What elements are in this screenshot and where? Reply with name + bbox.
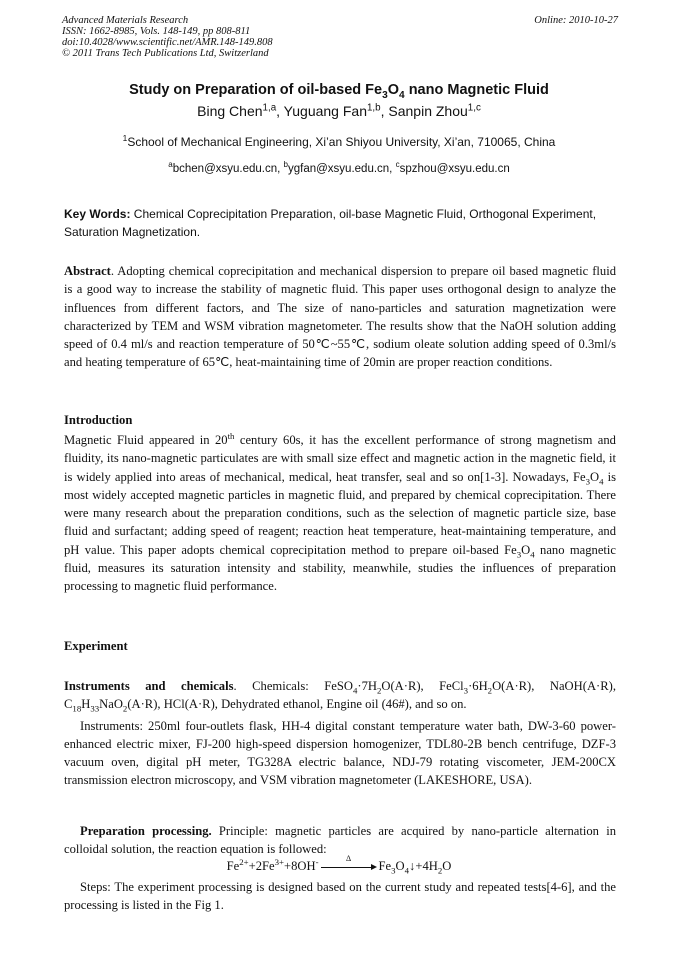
preparation-paragraph: Preparation processing. Principle: magnetic particles are acquired by nano-particle alternation in colloidal solution, the reaction equation is followed: <box>64 824 616 857</box>
abstract-label: Abstract <box>64 264 111 278</box>
journal-issn: ISSN: 1662-8985, Vols. 148-149, pp 808-811 <box>62 26 251 37</box>
author-emails: $^a$bchen@xsyu.edu.cn, $^b$ygfan@xsyu.edu.cn, $^c$spzhou@xsyu.edu.cn <box>168 160 510 175</box>
introduction-paragraph: Magnetic Fluid appeared in 20th century 60s, it has the excellent performance of strong magnetism and fluidity, its nano-magnetic particulates are with small size effect and magnetic action in the magnetic field, it is widely applied into areas of mechanical, medical, heat transfer, seal and so on[1-3]. Nowadays, $Fe_3O_4$ is most widely accepted magnetic particles in magnetic fluid, and prepared by chemical coprecipitation. There were many research about the preparation conditions, such as the selection of magnetic particle size, base fluid and surfactant; adding speed of reagent; reaction heat temperature, heat-maintaining temperature, and pH value. This paper adopts chemical coprecipitation method to prepare oil-based $Fe_3O_4$ nano magnetic fluid, measures its saturation intensity and stability, meanwhile, studies the influences of preparation processing to magnetic fluid performance. <box>64 430 617 594</box>
section-heading-introduction: Introduction <box>64 413 133 427</box>
keywords-label: Key Words: <box>64 207 131 221</box>
author-name: Bing Chen <box>197 103 263 119</box>
preparation-label: Preparation processing. <box>80 824 212 838</box>
instruments-paragraph: Instruments: 250ml four-outlets flask, HH-4 digital constant temperature water bath, DW-3-60 power-enhanced electric mixer, FJ-200 high-speed dispersion homogenizer, TDL80-2B bench centrifuge, DZF-3 vacuum oven, digital pH meter, TG328A electric balance, NDJ-79 rotating viscometer, JEM-200CX transmission electron microscopy, and VSM vibration magnetometer (LAKESHORE, USA). <box>64 718 616 788</box>
journal-name: Advanced Materials Research <box>62 15 189 26</box>
author-name: , Sanpin Zhou <box>380 103 468 119</box>
journal-doi: doi:10.4028/www.scientific.net/AMR.148-149.808 <box>62 37 273 48</box>
instruments-section <box>64 677 616 790</box>
section-heading-experiment: Experiment <box>64 639 128 653</box>
author-list: Bing Chen$^{1,a}$, Yuguang Fan$^{1,b}$, Sanpin Zhou$^{1,c}$ <box>197 102 481 119</box>
online-date: Online: 2010-10-27 <box>534 15 618 26</box>
author-name: , Yuguang Fan <box>276 103 367 119</box>
steps-paragraph: Steps: The experiment processing is designed based on the current study and repeated tests[4-6], and the processing is listed in the Fig 1. <box>64 880 616 913</box>
paper-title: Study on Preparation of oil-based $Fe_3O_4$ nano Magnetic Fluid <box>129 82 549 101</box>
reaction-arrow-icon <box>321 854 377 871</box>
instruments-label: Instruments and chemicals <box>64 679 234 693</box>
reaction-equation: $Fe^{2+}+2Fe^{3+}+8OH^-$ Δ $Fe_3O_4↓+4H_2O$ <box>226 854 452 876</box>
abstract-paragraph: Abstract. Adopting chemical coprecipitation and mechanical dispersion to prepare oil based magnetic fluid is a good way to increase the stability of magnetic fluid. This paper uses orthogonal design to analyze the influences from different factors, and The size of nano-particles and saturation magnetization were characterized by TEM and WSM vibration magnetometer. The results show that the NaOH solution adding speed of 0.4 ml/s and reaction temperature of 50℃~55℃, sodium oleate solution adding speed of 0.3ml/s and heating temperature of 65℃, heat-maintaining time of 20min are proper reaction conditions. <box>64 264 616 370</box>
keywords: Key Words: Chemical Coprecipitation Preparation, oil-base Magnetic Fluid, Orthogonal Experiment, Saturation Magnetization. <box>64 207 597 239</box>
heat-symbol: Δ <box>345 854 352 864</box>
chemicals-paragraph: Instruments and chemicals. Chemicals: $FeSO_4\cdot 7H_2O(A\cdot R)$, $FeCl_3\cdot 6H_2O(A\cdot R)$, NaOH(A·R), $C_{18}H_{33}NaO_2(A\cdot R)$, HCl(A·R), Dehydrated ethanol, Engine oil (46#), and so on. <box>64 679 616 714</box>
journal-header <box>62 15 618 59</box>
journal-copyright: © 2011 Trans Tech Publications Ltd, Switzerland <box>62 48 269 59</box>
affiliation: $^1$School of Mechanical Engineering, Xi’an Shiyou University, Xi’an, 710065, China <box>122 133 556 149</box>
